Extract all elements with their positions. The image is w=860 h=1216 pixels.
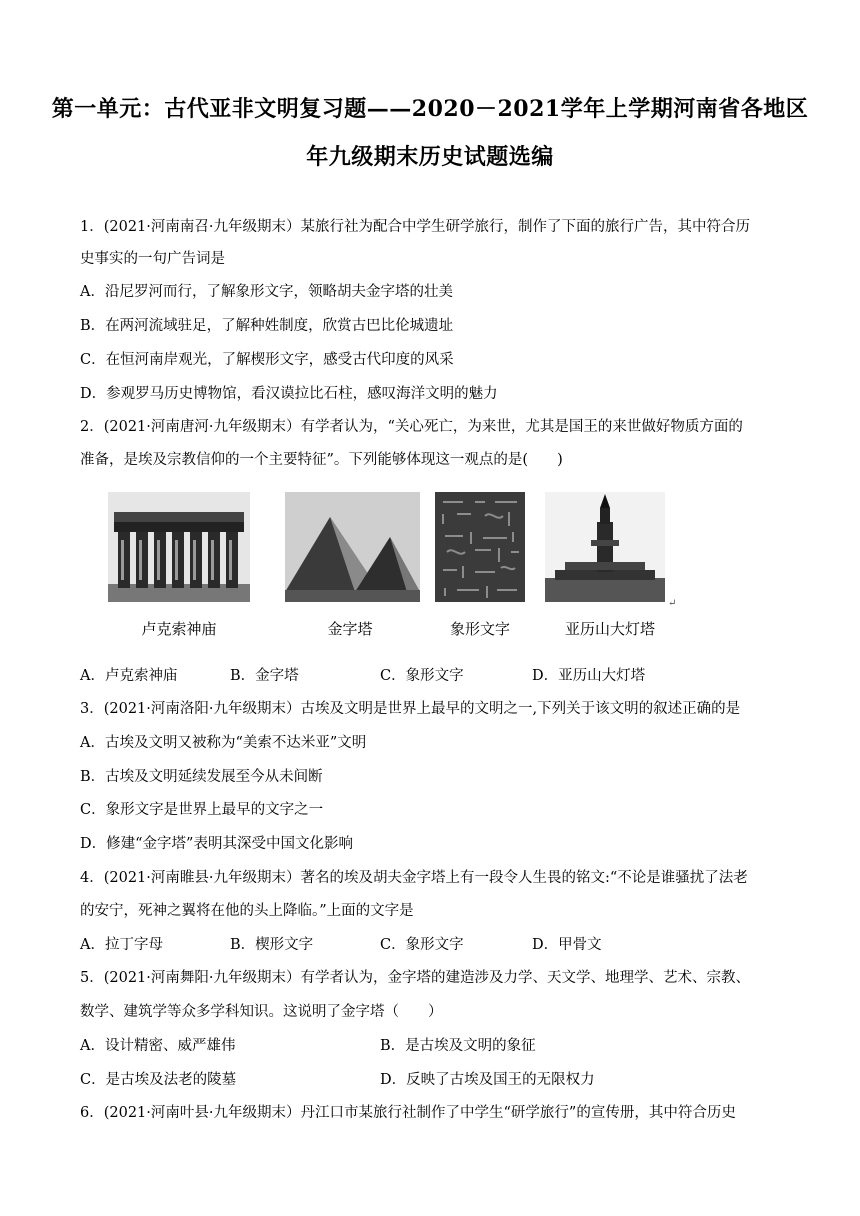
q3-option-a: A．古埃及文明又被称为“美索不达米亚”文明 [80, 735, 367, 751]
caption-pyramid: 金字塔 [327, 620, 373, 638]
q4-option-c: C．象形文字 [380, 937, 464, 953]
q1-option-c: C．在恒河南岸观光，了解楔形文字，感受古代印度的风采 [80, 352, 454, 368]
q6-stem-line1: 6．(2021·河南叶县·九年级期末）丹江口市某旅行社制作了中学生“研学旅行”的宣传册，其中符合历史 [80, 1105, 736, 1121]
q3-stem-line1: 3．(2021·河南洛阳·九年级期末）古埃及文明是世界上最早的文明之一,下列关于该文明的叙述正确的是 [80, 701, 741, 717]
q5-stem-line2: 数学、建筑学等众多学科知识。这说明了金字塔（ ） [80, 1004, 443, 1020]
q5-option-c: C．是古埃及法老的陵墓 [80, 1072, 237, 1088]
luxor-temple-image [108, 492, 250, 602]
q5-stem-line1: 5．(2021·河南舞阳·九年级期末）有学者认为，金字塔的建造涉及力学、天文学、地理学、艺术、宗教、 [80, 970, 750, 986]
caption-lighthouse: 亚历山大灯塔 [564, 620, 655, 638]
q4-option-b: B．楔形文字 [230, 937, 314, 953]
pyramid-image [285, 492, 420, 602]
q5-option-b: B．是古埃及文明的象征 [380, 1038, 536, 1054]
caption-hieroglyphs: 象形文字 [449, 620, 510, 638]
hieroglyph-image [435, 492, 525, 602]
q2-option-d: D．亚历山大灯塔 [532, 668, 646, 684]
q2-option-a: A．卢克索神庙 [80, 668, 178, 684]
q5-option-d: D．反映了古埃及国王的无限权力 [380, 1072, 595, 1088]
q1-stem-line2: 史事实的一句广告词是 [80, 251, 225, 267]
q1-stem-line1: 1．(2021·河南南召·九年级期末）某旅行社为配合中学生研学旅行，制作了下面的旅行广告，其中符合历 [80, 219, 750, 235]
page-title-line1: 第一单元：古代亚非文明复习题——2020－2021学年上学期河南省各地区 [51, 96, 809, 122]
lighthouse-image [545, 492, 665, 602]
q4-stem-line2: 的安宁，死神之翼将在他的头上降临。”上面的文字是 [80, 903, 414, 919]
q4-stem-line1: 4．(2021·河南睢县·九年级期末）著名的埃及胡夫金字塔上有一段令人生畏的铭文:“不论是谁骚扰了法老 [80, 870, 748, 886]
caption-luxor-temple: 卢克索神庙 [141, 620, 217, 638]
q2-figure [100, 492, 700, 642]
q4-option-a: A．拉丁字母 [80, 937, 163, 953]
return-mark: ↵ [668, 598, 677, 609]
q3-option-b: B．古埃及文明延续发展至今从未间断 [80, 769, 323, 785]
q1-option-b: B．在两河流域驻足，了解种姓制度，欣赏古巴比伦城遗址 [80, 318, 454, 334]
q4-option-d: D．甲骨文 [532, 937, 602, 953]
q2-stem-line2: 准备，是埃及宗教信仰的一个主要特征”。下列能够体现这一观点的是( ) [80, 452, 563, 468]
page-title-line2: 年九级期末历史试题选编 [306, 144, 554, 170]
q5-option-a: A．设计精密、威严雄伟 [80, 1038, 236, 1054]
q3-option-d: D．修建“金字塔”表明其深受中国文化影响 [80, 836, 353, 852]
q2-stem-line1: 2．(2021·河南唐河·九年级期末）有学者认为，“关心死亡，为来世，尤其是国王的来世做好物质方面的 [80, 419, 743, 435]
q1-option-d: D．参观罗马历史博物馆，看汉谟拉比石柱，感叹海洋文明的魅力 [80, 386, 498, 402]
q1-option-a: A．沿尼罗河而行，了解象形文字，领略胡夫金字塔的壮美 [80, 284, 453, 300]
q2-option-b: B．金字塔 [230, 668, 299, 684]
q2-option-c: C．象形文字 [380, 668, 464, 684]
q3-option-c: C．象形文字是世界上最早的文字之一 [80, 802, 324, 818]
